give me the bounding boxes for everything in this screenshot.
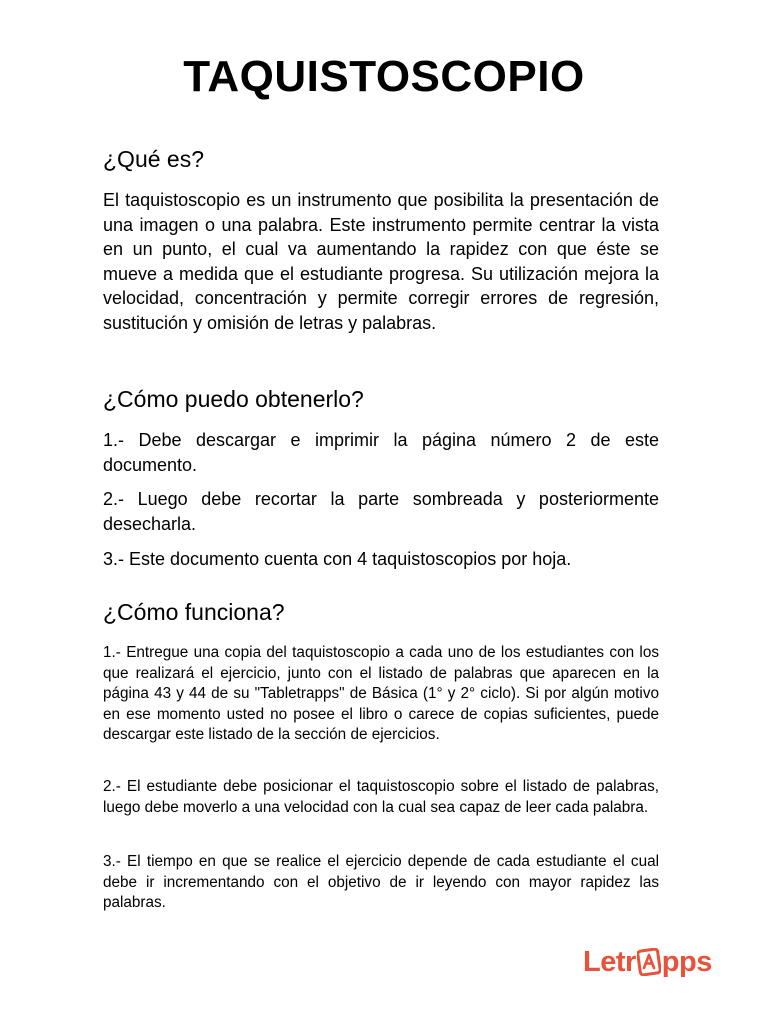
- paragraph-que-es: El taquistoscopio es un instrumento que posibilita la presentación de una imagen o una palabra. Este instrumento permite centrar la vista en un punto, el cual va aumentando la rapidez con que éste se mueve a medida que el estudiante progresa. Su utilización mejora la velocidad, concentración y permite corregir errores de regresión, sustitución y omisión de letras y palabras.: [103, 190, 659, 333]
- step-funciona-3: 3.- El tiempo en que se realice el ejercicio depende de cada estudiante el cual debe ir incrementando con el objetivo de ir leyendo con mayor rapidez las palabras.: [103, 853, 659, 911]
- step-funciona-2: 2.- El estudiante debe posicionar el taquistoscopio sobre el listado de palabras, luego debe moverlo a una velocidad con la cual sea capaz de leer cada palabra.: [103, 778, 659, 816]
- section-heading-como-funciona: ¿Cómo funciona?: [103, 599, 285, 625]
- step-obtener-2: 2.- Luego debe recortar la parte sombreada y posteriormente desecharla.: [103, 489, 659, 534]
- letrapps-logo: [583, 944, 712, 980]
- step-obtener-3: 3.- Este documento cuenta con 4 taquistoscopios por hoja.: [103, 549, 572, 569]
- logo-text-start: Letr: [583, 945, 636, 978]
- step-obtener-1: 1.- Debe descargar e imprimir la página número 2 de este documento.: [103, 430, 659, 475]
- page-title: TAQUISTOSCOPIO: [183, 52, 585, 101]
- logo-text-end: pps: [661, 945, 712, 978]
- section-heading-que-es: ¿Qué es?: [103, 146, 204, 172]
- section-heading-como-obtener: ¿Cómo puedo obtenerlo?: [103, 386, 364, 412]
- step-funciona-1: 1.- Entregue una copia del taquistoscopio a cada uno de los estudiantes con los que realizará el ejercicio, junto con el listado de palabras que aparecen en la página 43 y 44 de su "Tabletrapps" de Básica (1° y 2° ciclo). Si por algún motivo en ese momento usted no posee el libro o carece de copias suficientes, puede descargar este listado de la sección de ejercicios.: [103, 644, 659, 743]
- tablet-a-icon: [637, 948, 661, 976]
